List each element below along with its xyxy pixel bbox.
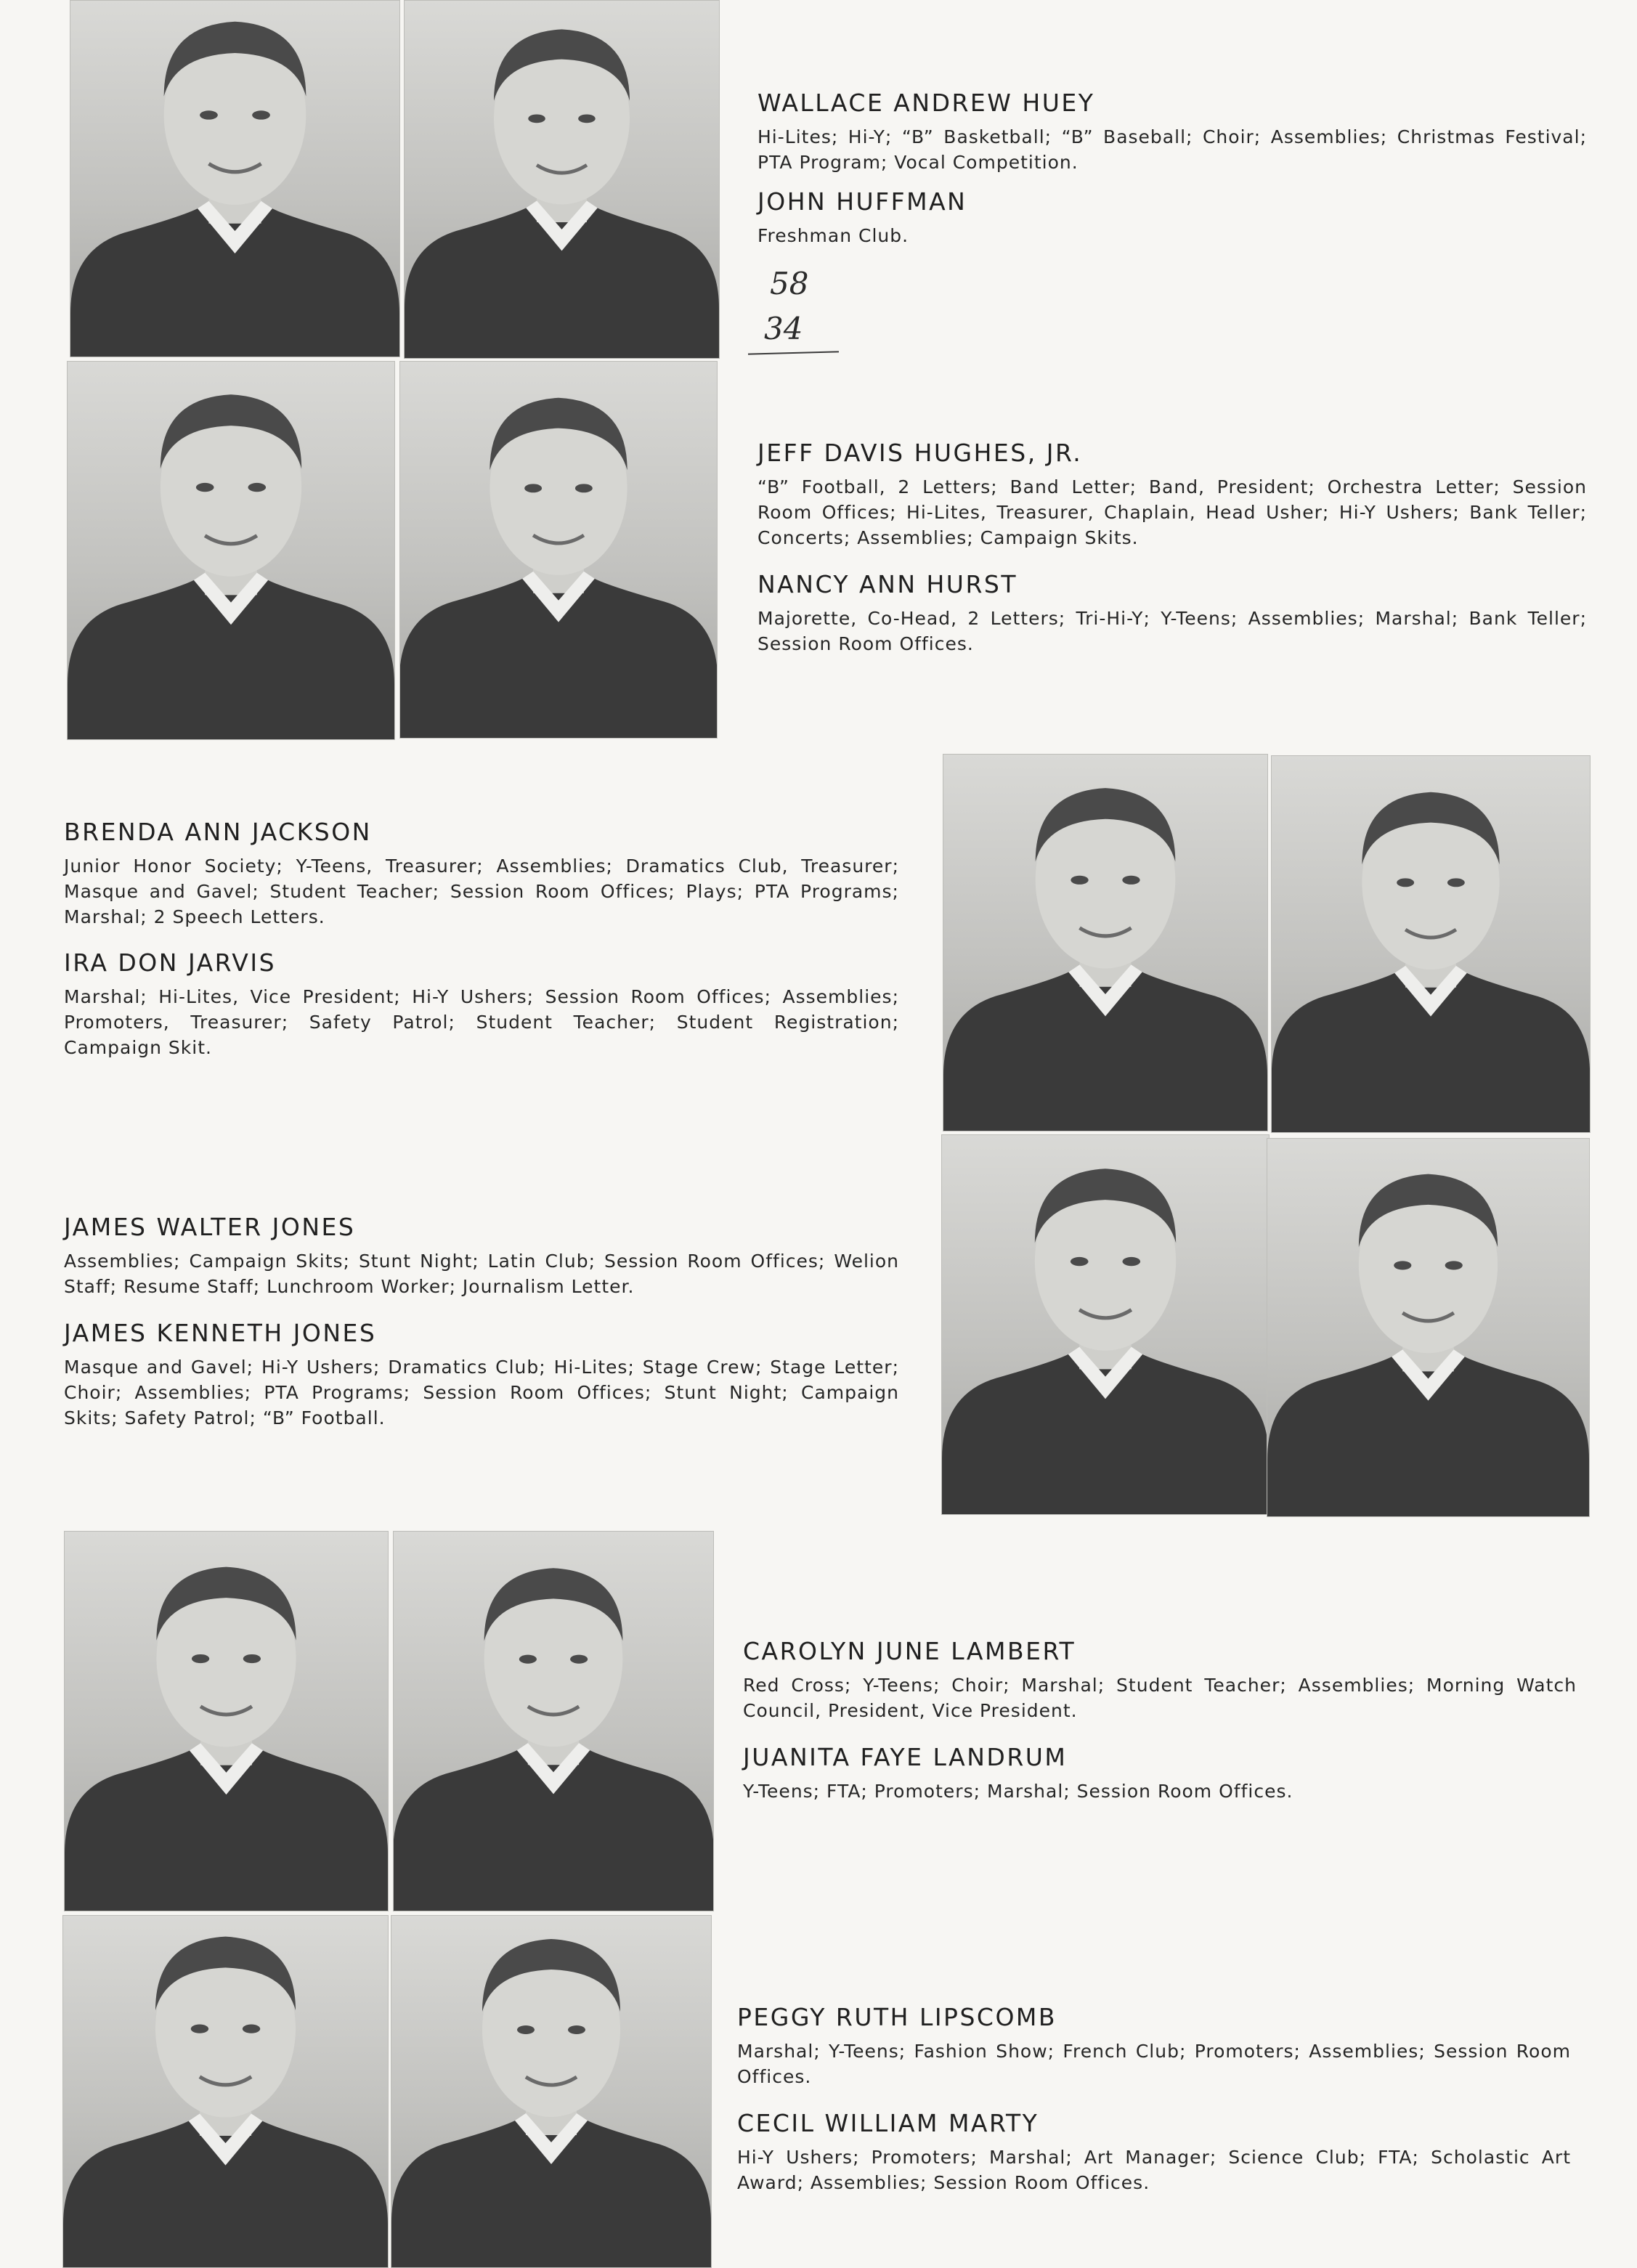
portrait-photo-marty [391, 1915, 712, 2268]
portrait-photo-jackson [943, 754, 1268, 1131]
student-entry-lipscomb [737, 2003, 1571, 2089]
student-activities: Marshal; Hi-Lites, Vice President; Hi-Y Ushers; Session Room Offices; Assemblies; Promoters, Treasurer; Safety Patrol; Student Teacher; Student Registration; Campaign Skit. [64, 986, 899, 1058]
portrait-photo-huffman [404, 0, 720, 359]
handwritten-note-top: 58 [770, 266, 809, 301]
student-entry-jarvis [64, 948, 899, 1060]
student-entry-hughes [757, 439, 1587, 550]
handwritten-note-bottom: 34 [764, 311, 803, 346]
student-entry-kenneth-jones [64, 1319, 899, 1431]
student-name: CAROLYN JUNE LAMBERT [743, 1637, 1076, 1665]
portrait-photo-kenneth-jones [1267, 1138, 1590, 1517]
portrait-photo-walter-jones [941, 1134, 1270, 1515]
student-activities: “B” Football, 2 Letters; Band Letter; Band, President; Orchestra Letter; Session Room Offices; Hi-Lites, Treasurer, Chaplain, Head Usher; Hi-Y Ushers; Bank Teller; Concerts; Assemblies; Campaign Skits. [757, 476, 1587, 548]
portrait-photo-hurst [399, 361, 718, 739]
student-name: BRENDA ANN JACKSON [64, 818, 372, 846]
student-name: PEGGY RUTH LIPSCOMB [737, 2003, 1057, 2031]
student-activities: Junior Honor Society; Y-Teens, Treasurer; Assemblies; Dramatics Club, Treasurer; Masque and Gavel; Student Teacher; Session Room Offices; Plays; PTA Programs; Marshal; 2 Speech Letters. [64, 855, 899, 927]
student-activities: Hi-Lites; Hi-Y; “B” Basketball; “B” Baseball; Choir; Assemblies; Christmas Festival; PTA Program; Vocal Competition. [757, 126, 1587, 173]
student-activities: Masque and Gavel; Hi-Y Ushers; Dramatics Club; Hi-Lites; Stage Crew; Stage Letter; Choir; Assemblies; PTA Programs; Session Room Offices; Stunt Night; Campaign Skits; Safety Patrol; “B” Football. [64, 1357, 899, 1428]
handwritten-underline [748, 351, 839, 354]
portrait-photo-lambert [64, 1531, 389, 1911]
student-entry-huey [757, 89, 1587, 175]
student-name: JOHN HUFFMAN [757, 187, 967, 216]
student-name: JUANITA FAYE LANDRUM [743, 1743, 1068, 1771]
student-entry-walter-jones [64, 1213, 899, 1299]
student-activities: Hi-Y Ushers; Promoters; Marshal; Art Manager; Science Club; FTA; Scholastic Art Award; Assemblies; Session Room Offices. [737, 2147, 1571, 2193]
student-name: JAMES KENNETH JONES [64, 1319, 377, 1347]
student-activities: Freshman Club. [757, 225, 909, 246]
student-name: IRA DON JARVIS [64, 948, 277, 977]
student-name: NANCY ANN HURST [757, 570, 1017, 598]
student-activities: Y-Teens; FTA; Promoters; Marshal; Session Room Offices. [743, 1781, 1293, 1802]
student-entry-marty [737, 2109, 1571, 2195]
portrait-photo-hughes [67, 361, 395, 740]
student-entry-jackson [64, 818, 899, 930]
student-name: WALLACE ANDREW HUEY [757, 89, 1095, 117]
student-entry-hurst [757, 570, 1587, 657]
student-name: CECIL WILLIAM MARTY [737, 2109, 1039, 2137]
student-activities: Majorette, Co-Head, 2 Letters; Tri-Hi-Y; Y-Teens; Assemblies; Marshal; Bank Teller; Session Room Offices. [757, 608, 1587, 654]
student-activities: Assemblies; Campaign Skits; Stunt Night; Latin Club; Session Room Offices; Welion Staff; Resume Staff; Lunchroom Worker; Journalism Letter. [64, 1251, 899, 1297]
portrait-photo-huey [70, 0, 400, 357]
student-entry-lambert [743, 1637, 1577, 1723]
student-name: JEFF DAVIS HUGHES, JR. [757, 439, 1083, 467]
portrait-photo-lipscomb [62, 1915, 389, 2268]
student-entry-huffman [757, 187, 1587, 248]
portrait-photo-jarvis [1271, 755, 1591, 1133]
student-activities: Red Cross; Y-Teens; Choir; Marshal; Student Teacher; Assemblies; Morning Watch Council, President, Vice President. [743, 1675, 1577, 1721]
portrait-photo-landrum [393, 1531, 714, 1911]
student-entry-landrum [743, 1743, 1577, 1804]
student-activities: Marshal; Y-Teens; Fashion Show; French Club; Promoters; Assemblies; Session Room Offices. [737, 2041, 1571, 2087]
student-name: JAMES WALTER JONES [64, 1213, 356, 1241]
